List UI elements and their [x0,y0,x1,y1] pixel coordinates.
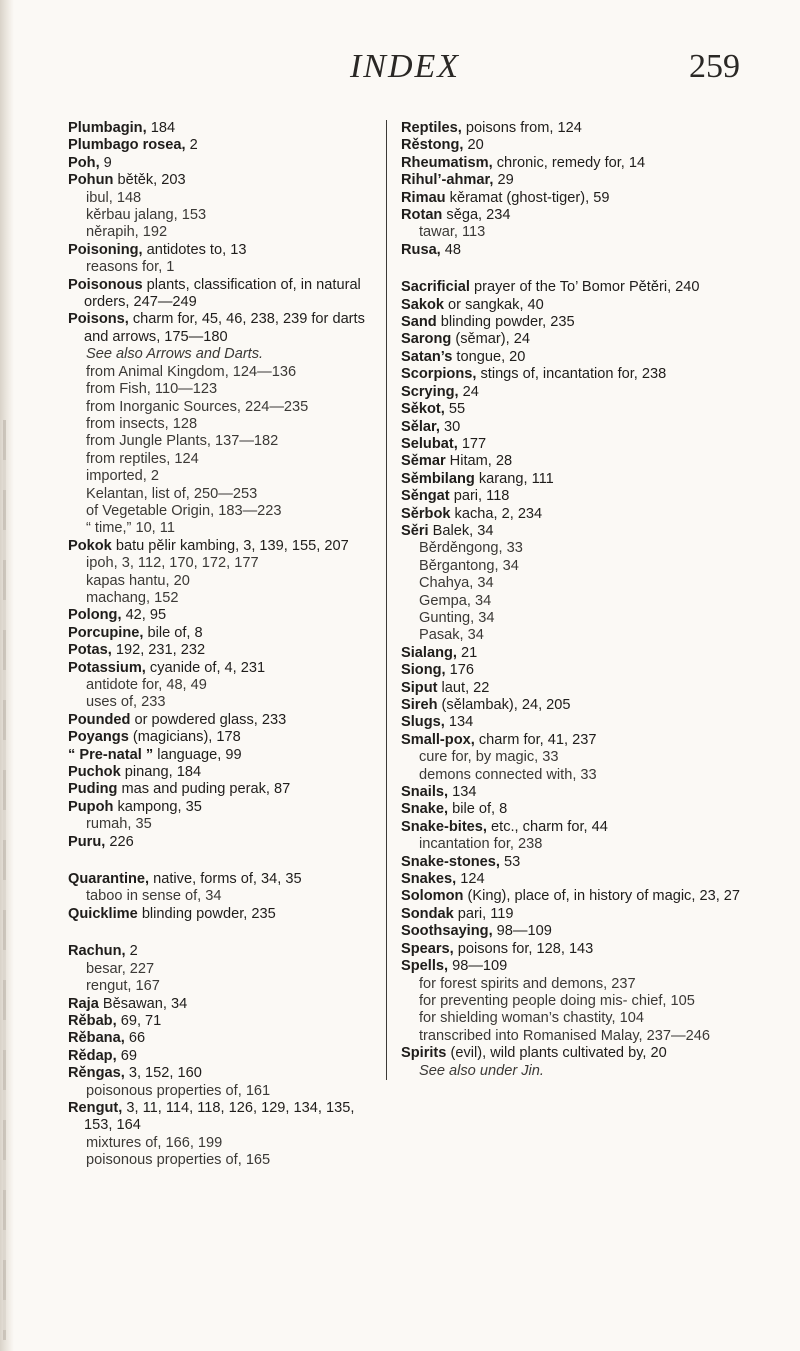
index-locator: kěramat (ghost-tiger), 59 [445,189,610,206]
index-headword: Rheumatism, [401,154,493,171]
index-locator: kacha, 2, 234 [450,505,543,522]
index-entry [68,799,368,816]
index-entry [401,888,753,905]
index-entry [401,137,753,154]
index-entry [401,784,753,801]
index-headword: Sěmar [401,453,446,470]
index-locator: 177 [457,435,487,452]
index-locator: sěga, 234 [442,207,511,224]
index-subentry: Pasak, 34 [419,627,484,644]
index-locator: charm for, 45, 46, 238, 239 for darts and arrows, 175—180 [84,311,365,345]
index-entry [68,642,368,659]
index-column-right [386,120,753,1080]
index-entry [401,366,753,383]
index-subentry: machang, 152 [86,589,179,606]
index-headword: Quicklime [68,905,138,922]
index-entry [401,697,753,714]
index-entry [401,680,753,697]
index-subentry: besar, 227 [86,960,155,977]
index-entry [401,854,753,871]
index-locator: or sangkak, 40 [444,296,544,313]
index-locator: batu pělir kambing, 3, 139, 155, 207 [111,537,349,554]
index-entry [401,120,753,137]
index-headword: Rotan [401,207,443,224]
index-subentry: See also under Jin. [419,1062,544,1079]
index-headword: Spears, [401,940,454,957]
index-locator: 53 [499,853,521,870]
index-headword: Snake-stones, [401,853,500,870]
index-locator: 20 [463,137,484,154]
index-locator: (sělambak), 24, 205 [437,697,571,713]
index-headword: Rěbab, [68,1012,117,1029]
index-locator: antidotes to, 13 [142,241,247,258]
index-locator: (magicians), 178 [128,729,241,746]
index-headword: Plumbagin, [68,120,147,136]
index-locator: 66 [124,1030,146,1047]
index-headword: Rěstong, [401,137,464,154]
index-subentry: poisonous properties of, 161 [86,1082,271,1099]
index-locator: 226 [105,833,134,850]
index-locator: etc., charm for, 44 [486,818,608,835]
index-entry [401,801,753,818]
index-subentry: of Vegetable Origin, 183—223 [86,502,282,519]
index-entry [401,314,753,331]
index-headword: Snake, [401,801,449,818]
index-headword: Poisoning, [68,241,143,258]
index-subentry: Gunting, 34 [419,609,495,626]
index-subentry: incantation for, 238 [419,836,543,853]
index-headword: “ Pre-natal ” [68,746,154,763]
index-locator: 176 [445,662,474,679]
index-entry [68,834,368,851]
index-subentry: from Animal Kingdom, 124—136 [86,363,297,380]
index-entry [68,781,368,798]
index-entry [68,1100,368,1135]
index-entry [68,996,368,1013]
index-headword: Rachun, [68,943,126,960]
index-headword: Sand [401,314,437,331]
index-headword: Spirits [401,1045,447,1062]
index-headword: Sěngat [401,488,450,505]
index-entry [401,297,753,314]
index-entry [68,943,368,960]
index-headword: Poyangs [68,729,129,746]
index-entry [68,906,368,923]
index-entry [68,120,368,137]
index-headword: Rěngas, [68,1065,125,1082]
index-headword: Sondak [401,905,454,922]
index-locator: 184 [146,120,176,136]
index-locator: 69, 71 [116,1012,162,1029]
page-number: 259 [689,48,740,85]
index-subentry: něrapih, 192 [86,224,168,241]
index-entry [401,190,753,207]
index-subentry: Kelantan, list of, 250—253 [86,485,258,502]
index-locator: 98—109 [448,958,508,975]
index-headword: Rěbana, [68,1030,125,1047]
index-entry [401,645,753,662]
index-locator: pari, 118 [449,488,510,505]
index-entry [401,488,753,505]
index-locator: karang, 111 [474,470,554,487]
index-locator: Běsawan, 34 [98,995,188,1012]
index-locator: (King), place of, in history of magic, 23, 27 [463,888,741,905]
index-headword: Puding [68,781,118,798]
index-subentry: reasons for, 1 [86,259,175,276]
index-locator: cyanide of, 4, 231 [145,659,266,676]
index-headword: Siong, [401,662,446,679]
index-subentry: from Jungle Plants, 137—182 [86,433,279,450]
index-headword: Pounded [68,711,131,728]
index-headword: Sěrbok [401,505,451,522]
index-entry [68,277,368,312]
index-locator: 3, 152, 160 [124,1065,202,1082]
index-entry [401,471,753,488]
index-entry [401,419,753,436]
index-entry [401,941,753,958]
index-subentry: cure for, by magic, 33 [419,749,559,766]
index-headword: Siput [401,679,438,696]
index-entry [68,1065,368,1082]
index-locator: bětěk, 203 [113,172,186,189]
index-headword: Quarantine, [68,871,150,888]
index-headword: Porcupine, [68,624,144,641]
index-entry [401,453,753,470]
index-headword: Pohun [68,172,114,189]
index-subentry: from insects, 128 [86,415,198,432]
index-locator: Balek, 34 [428,522,494,539]
index-locator: (sěmar), 24 [451,331,530,348]
index-headword: Rihul’-ahmar, [401,172,494,189]
page-header [70,48,740,84]
index-headword: Potas, [68,642,112,659]
index-headword: Spells, [401,958,449,975]
index-entry [401,155,753,172]
index-locator: 2 [125,943,138,960]
index-headword: Sakok [401,296,444,313]
index-locator: prayer of the To’ Bomor Pětěri, 240 [469,279,700,296]
index-subentry: for preventing people doing mis- chief, 105 [419,992,695,1009]
section-gap [68,851,368,871]
index-subentry: ipoh, 3, 112, 170, 172, 177 [86,555,259,572]
index-locator: blinding powder, 235 [137,905,276,922]
index-entry [401,1045,753,1062]
index-subentry: ibul, 148 [86,189,142,206]
index-subentry: Běrgantong, 34 [419,557,519,574]
index-entry [68,747,368,764]
index-headword: Snake-bites, [401,818,487,835]
index-locator: 98—109 [492,923,552,940]
index-entry [68,660,368,677]
index-subentry: demons connected with, 33 [419,766,597,783]
running-head-title: INDEX [349,48,461,85]
scan-edge-shadow [0,0,14,1351]
index-headword: Raja [68,995,99,1012]
index-locator: 2 [185,137,198,154]
index-locator: 29 [493,172,514,189]
index-headword: Sěmbilang [401,470,475,487]
index-column-left [68,120,368,1170]
index-locator: plants, classification of, in natural orders, 247—249 [84,276,361,311]
index-entry [401,384,753,401]
index-entry [68,712,368,729]
index-locator: mas and puding perak, 87 [117,781,291,798]
index-subentry: Gempa, 34 [419,592,492,609]
index-entry [68,538,368,555]
index-entry [68,172,368,189]
index-subentry: for forest spirits and demons, 237 [419,975,636,992]
index-locator: pinang, 184 [120,764,202,781]
index-entry [401,523,753,540]
index-subentry: tawar, 113 [419,224,486,241]
index-locator: 192, 231, 232 [111,642,206,659]
index-headword: Pupoh [68,798,114,815]
index-entry [401,331,753,348]
index-entry [68,871,368,888]
index-entry [401,172,753,189]
index-headword: Scorpions, [401,366,477,383]
section-gap [401,259,753,279]
index-locator: laut, 22 [437,679,490,696]
index-locator: chronic, remedy for, 14 [492,154,646,171]
index-entry [401,958,753,975]
index-headword: Reptiles, [401,120,462,136]
index-headword: Scrying, [401,383,459,400]
index-headword: Sacrificial [401,279,470,296]
index-entry [68,625,368,642]
index-locator: (evil), wild plants cultivated by, 20 [446,1045,667,1062]
index-subentry: rengut, 167 [86,978,160,995]
index-headword: Plumbago rosea, [68,137,186,154]
index-locator: native, forms of, 34, 35 [149,871,302,888]
index-subentry: taboo in sense of, 34 [86,888,222,905]
index-locator: Hitam, 28 [445,453,513,470]
index-subentry: poisonous properties of, 165 [86,1152,271,1169]
index-subentry: from Fish, 110—123 [86,381,218,398]
index-headword: Pokok [68,537,112,554]
index-locator: 30 [439,418,461,435]
index-locator: 124 [456,871,485,888]
index-subentry: imported, 2 [86,468,160,485]
index-headword: Slugs, [401,714,445,731]
index-entry [401,279,753,296]
index-headword: Rusa, [401,241,441,258]
index-locator: bile of, 8 [448,801,508,818]
index-locator: blinding powder, 235 [436,314,575,331]
index-entry [401,819,753,836]
index-headword: Snakes, [401,871,457,888]
index-subentry: See also Arrows and Darts. [86,346,264,363]
index-locator: tongue, 20 [452,348,526,365]
index-locator: language, 99 [153,746,242,763]
index-locator: pari, 119 [453,905,514,922]
index-entry [401,714,753,731]
index-headword: Puchok [68,764,121,781]
index-subentry: mixtures of, 166, 199 [86,1134,223,1151]
index-entry [401,662,753,679]
index-locator: poisons for, 128, 143 [453,940,594,957]
index-entry [68,155,368,172]
index-headword: Small-pox, [401,731,475,748]
index-subentry: rumah, 35 [86,816,152,833]
index-headword: Sialang, [401,644,457,661]
index-headword: Polong, [68,607,122,624]
index-headword: Soothsaying, [401,923,493,940]
index-locator: 24 [458,383,479,400]
index-headword: Selubat, [401,435,458,452]
index-locator: 134 [448,784,477,801]
index-entry [401,401,753,418]
index-locator: 42, 95 [121,607,167,624]
index-headword: Poisons, [68,311,129,328]
index-entry [68,729,368,746]
index-entry [68,764,368,781]
index-entry [401,732,753,749]
index-entry [68,1030,368,1047]
index-headword: Puru, [68,833,106,850]
index-locator: 69 [116,1047,137,1064]
index-entry [401,207,753,224]
section-gap [68,923,368,943]
index-headword: Sarong [401,331,452,348]
index-entry [68,311,368,346]
index-headword: Sěri [401,522,429,539]
index-locator: kampong, 35 [113,798,202,815]
index-entry [68,1048,368,1065]
index-entry [401,349,753,366]
index-subentry: transcribed into Romanised Malay, 237—246 [419,1027,710,1044]
index-locator: 21 [456,644,478,661]
index-subentry: kěrbau jalang, 153 [86,207,207,224]
index-headword: Sělar, [401,418,440,435]
index-locator: 9 [99,154,112,171]
index-entry [68,607,368,624]
index-entry [401,506,753,523]
index-subentry: uses of, 233 [86,694,166,711]
index-subentry: from reptiles, 124 [86,450,199,467]
index-entry [68,137,368,154]
index-entry [401,906,753,923]
index-locator: stings of, incantation for, 238 [476,366,667,383]
index-entry [401,436,753,453]
index-headword: Rědap, [68,1047,117,1064]
index-headword: Satan’s [401,348,453,365]
index-headword: Rengut, [68,1099,123,1116]
index-headword: Sěkot, [401,401,445,418]
index-headword: Poh, [68,154,100,171]
index-headword: Solomon [401,888,464,905]
index-entry [401,242,753,259]
index-entry [68,242,368,259]
index-locator: bile of, 8 [143,624,203,641]
index-entry [68,1013,368,1030]
index-locator: charm for, 41, 237 [474,731,597,748]
index-subentry: from Inorganic Sources, 224—235 [86,398,309,415]
index-subentry: Běrděngong, 33 [419,540,523,557]
index-locator: 48 [440,241,462,258]
index-locator: or powdered glass, 233 [130,711,287,728]
index-subentry: for shielding woman’s chastity, 104 [419,1010,644,1027]
index-subentry: antidote for, 48, 49 [86,677,207,693]
index-locator: 55 [444,401,466,418]
index-headword: Rimau [401,189,446,206]
index-headword: Poisonous [68,276,143,293]
index-subentry: “ time,” 10, 11 [86,520,175,537]
index-headword: Potassium, [68,659,146,676]
index-subentry: kapas hantu, 20 [86,572,190,589]
index-locator: 134 [444,714,474,731]
index-locator: 3, 11, 114, 118, 126, 129, 134, 135, 153, 164 [84,1099,355,1134]
index-entry [401,923,753,940]
index-entry [401,871,753,888]
index-headword: Snails, [401,784,449,801]
index-headword: Sireh [401,697,438,713]
index-locator: poisons from, 124 [461,120,582,136]
index-subentry: Chahya, 34 [419,575,494,592]
